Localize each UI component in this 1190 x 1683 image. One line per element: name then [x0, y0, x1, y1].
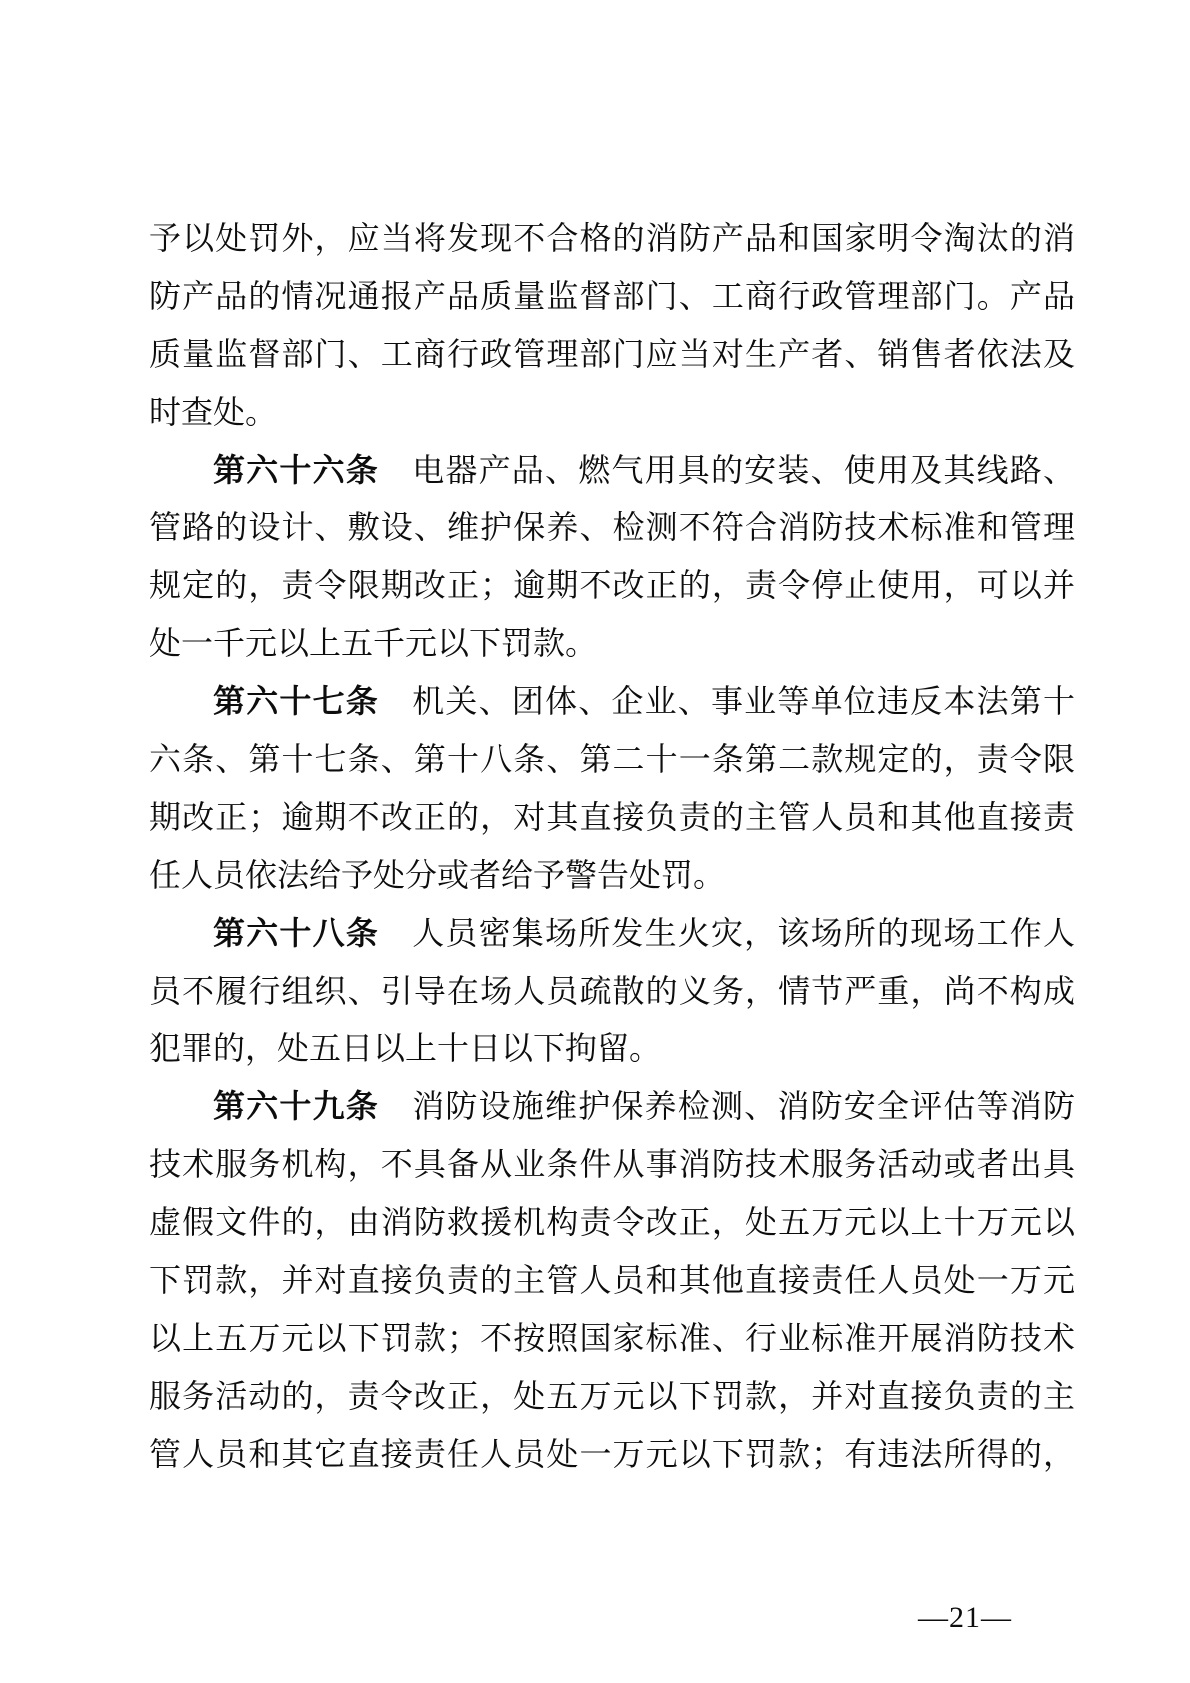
text-line-content: 予以处罚外，应当将发现不合格的消防产品和国家明令淘汰的消 — [149, 220, 1075, 256]
text-line — [149, 1252, 1075, 1310]
article-heading-line — [149, 1078, 1075, 1136]
text-line-content: 消防设施维护保养检测、消防安全评估等消防 — [411, 1088, 1075, 1125]
paragraph-last-line — [149, 615, 1075, 673]
text-line — [149, 326, 1075, 384]
text-line-content: 服务活动的，责令改正，处五万元以下罚款，并对直接负责的主 — [149, 1377, 1075, 1414]
text-line-content: 质量监督部门、工商行政管理部门应当对生产者、销售者依法及 — [149, 335, 1075, 372]
heading-spacer — [379, 943, 411, 944]
article-number: 第六十八条 — [213, 914, 379, 951]
text-line — [149, 210, 1075, 268]
text-line-content: 技术服务机构，不具备从业条件从事消防技术服务活动或者出具 — [149, 1146, 1075, 1183]
text-line-content: 六条、第十七条、第十八条、第二十一条第二款规定的，责令限 — [149, 741, 1075, 778]
text-line-content: 管路的设计、敷设、维护保养、检测不符合消防技术标准和管理 — [149, 509, 1075, 546]
text-line — [149, 1194, 1075, 1252]
text-line — [149, 268, 1075, 326]
page-number: —21— — [918, 1601, 1012, 1634]
text-line-content: 时查处。 — [149, 393, 278, 430]
text-line — [149, 1426, 1075, 1484]
text-line — [149, 789, 1075, 847]
text-line — [149, 499, 1075, 557]
text-line-content: 处一千元以上五千元以下罚款。 — [149, 625, 598, 662]
text-line — [149, 963, 1075, 1021]
article-number: 第六十九条 — [213, 1088, 379, 1125]
article-number: 第六十七条 — [213, 683, 379, 720]
text-line — [149, 1136, 1075, 1194]
text-line-content: 下罚款，并对直接负责的主管人员和其他直接责任人员处一万元 — [149, 1262, 1075, 1299]
text-line-content: 犯罪的，处五日以上十日以下拘留。 — [149, 1030, 662, 1067]
text-block — [149, 210, 1075, 1484]
text-line-content: 期改正；逾期不改正的，对其直接负责的主管人员和其他直接责 — [149, 798, 1075, 835]
text-line-content: 管人员和其它直接责任人员处一万元以下罚款；有违法所得的， — [149, 1435, 1075, 1472]
text-line-content: 人员密集场所发生火灾，该场所的现场工作人 — [411, 914, 1075, 951]
text-line-content: 防产品的情况通报产品质量监督部门、工商行政管理部门。产品 — [149, 277, 1075, 314]
text-line-content: 机关、团体、企业、事业等单位违反本法第十 — [411, 683, 1075, 720]
text-line — [149, 1368, 1075, 1426]
heading-spacer — [379, 480, 411, 481]
paragraph-last-line — [149, 384, 1075, 442]
text-line-content: 规定的，责令限期改正；逾期不改正的，责令停止使用，可以并 — [149, 567, 1075, 604]
text-line-content: 虚假文件的，由消防救援机构责令改正，处五万元以上十万元以 — [149, 1204, 1075, 1241]
article-number: 第六十六条 — [213, 451, 379, 488]
text-line — [149, 731, 1075, 789]
heading-spacer — [379, 1116, 411, 1117]
text-line-content: 任人员依法给予处分或者给予警告处罚。 — [149, 856, 726, 893]
article-heading-line — [149, 442, 1075, 500]
text-line — [149, 557, 1075, 615]
article-heading-line — [149, 905, 1075, 963]
heading-spacer — [379, 711, 411, 712]
text-line-content: 电器产品、燃气用具的安装、使用及其线路、 — [411, 451, 1075, 488]
paragraph-last-line — [149, 1020, 1075, 1078]
text-line-content: 员不履行组织、引导在场人员疏散的义务，情节严重，尚不构成 — [149, 972, 1075, 1009]
text-line — [149, 1310, 1075, 1368]
article-heading-line — [149, 673, 1075, 731]
text-line-content: 以上五万元以下罚款；不按照国家标准、行业标准开展消防技术 — [149, 1319, 1075, 1356]
paragraph-last-line — [149, 847, 1075, 905]
